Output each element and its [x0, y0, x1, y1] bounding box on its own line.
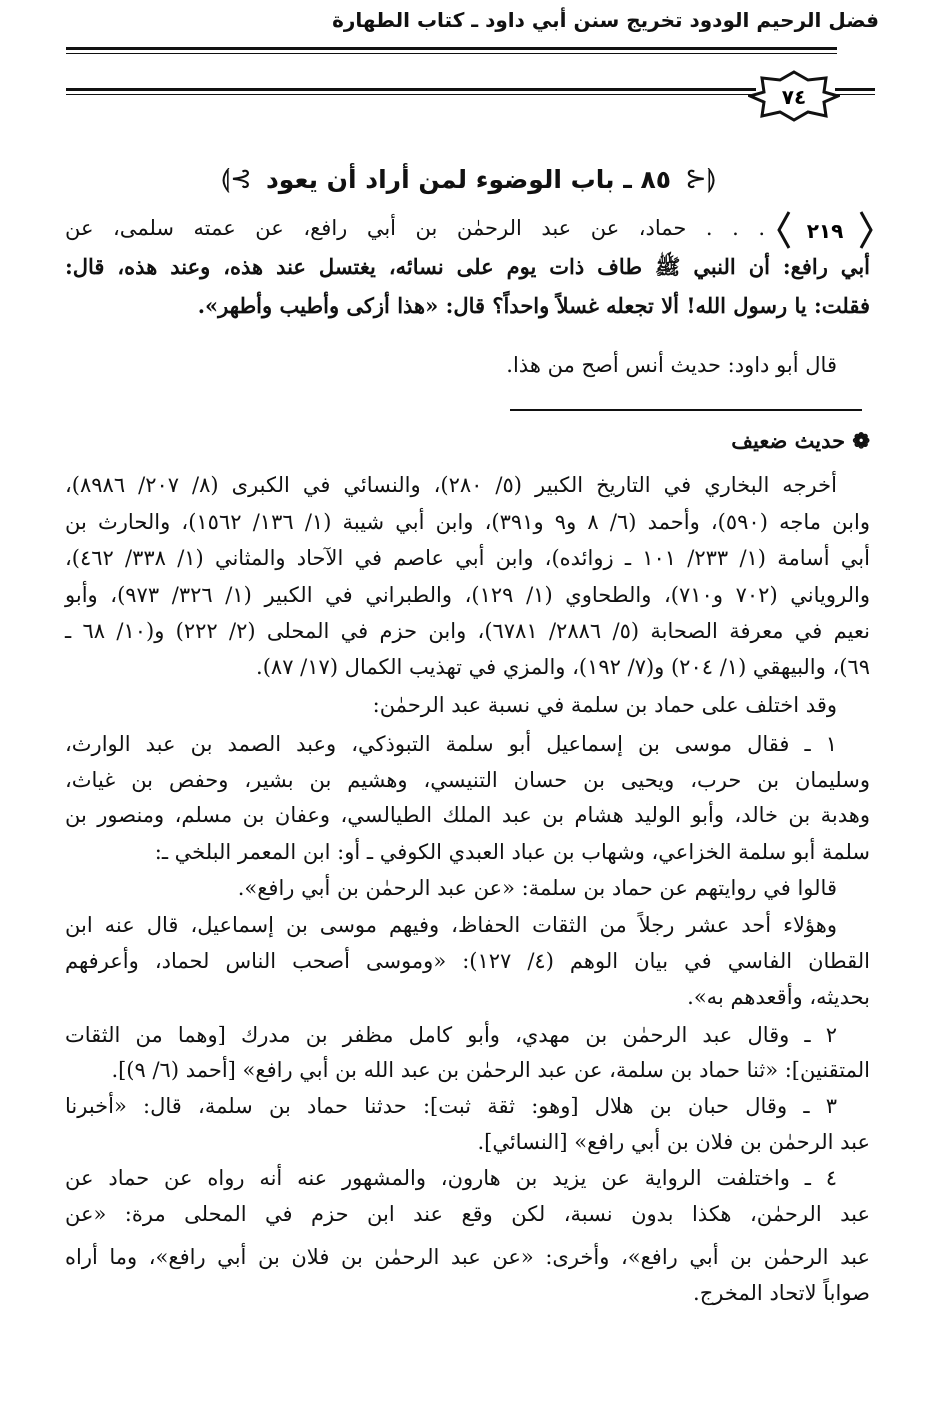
- page-number-star: [748, 70, 840, 122]
- header-rule-right: [66, 47, 837, 50]
- commentary-line: ٣ ـ وقال حبان بن هلال [وهو: ثقة ثبت]: حدثنا حماد بن سلمة، قال: «أخبرنا: [65, 1094, 837, 1118]
- hadith-line: أبي رافع: أن النبي ﷺ طاف ذات يوم على نسائه، يغتسل عند هذه، وعند هذه، قال:: [65, 254, 870, 279]
- chapter-title-bar: [0, 164, 937, 195]
- commentary-line: وابن ماجه (٥٩٠)، وأحمد (٦/ ٨ و٩ و٣٩١)، وابن أبي شيبة (١/ ١٣٦/ ١٥٦٢)، والحارث بن: [65, 510, 870, 534]
- commentary-line: قالوا في روايتهم عن حماد بن سلمة: «عن عبد الرحمٰن بن أبي رافع».: [237, 876, 837, 900]
- header-rule-main-thin: [66, 94, 756, 95]
- commentary-line: أبي أسامة (١/ ٢٣٣/ ١٠١ ـ زوائده)، وابن أبي عاصم في الآحاد والمثاني (١/ ٣٣٨/ ٤٦٢)،: [65, 546, 870, 570]
- chapter-title: ٨٥ ـ باب الوضوء لمن أراد أن يعود: [265, 165, 672, 194]
- title-ornament-right: ⟬⊰: [685, 164, 717, 194]
- footnote-separator: [510, 409, 862, 411]
- commentary-line: وقد اختلف على حماد بن سلمة في نسبة عبد الرحمٰن:: [372, 693, 837, 717]
- hadith-line: فقلت: يا رسول الله! ألا تجعله غسلاً واحداً؟ قال: «هذا أزكى وأطيب وأطهر».: [197, 293, 870, 318]
- commentary-line: ٦٩)، والبيهقي (١/ ٢٠٤) و(٧/ ١٩٢)، والمزي في تهذيب الكمال (١٧/ ٨٧).: [256, 655, 870, 679]
- commentary-line: نعيم في معرفة الصحابة (٥/ ٢٨٨٦/ ٦٧٨١)، وابن حزم في المحلى (٢/ ٢٢٢) و(١٠/ ٦٨ ـ: [65, 619, 870, 643]
- commentary-line: وهؤلاء أحد عشر رجلاً من الثقات الحفاظ، وفيهم موسى بن إسماعيل، قال عنه ابن: [65, 913, 837, 937]
- hadith-grade: [65, 426, 870, 456]
- commentary-line: المتقنين]: «ثنا حماد بن سلمة، عن عبد الرحمٰن بن عبد الله بن أبي رافع» [أحمد (٦/ ٩)].: [111, 1058, 870, 1082]
- abu-dawud-remark: قال أبو داود: حديث أنس أصح من هذا.: [506, 353, 837, 377]
- grade-label: حديث ضعيف: [731, 428, 846, 453]
- commentary-line: القطان الفاسي في بيان الوهم (٤/ ١٢٧): «وموسى أصحب الناس لحماد، وأعرفهم: [65, 949, 870, 973]
- running-header: فضل الرحيم الودود تخريج سنن أبي داود ـ كتاب الطهارة: [332, 8, 879, 32]
- commentary-line: عبد الرحمٰن، هكذا بدون نسبة، لكن وقع عند ابن حزم في المحلى مرة: «عن: [65, 1202, 870, 1226]
- commentary-line: عبد الرحمٰن بن أبي رافع»، وأخرى: «عن عبد الرحمٰن بن فلان بن أبي رافع»، وما أراه: [65, 1245, 870, 1269]
- title-ornament-left: ⊱⟭: [220, 164, 252, 194]
- page-number: ٧٤: [781, 85, 807, 109]
- commentary-line: ٤ ـ واختلفت الرواية عن يزيد بن هارون، والمشهور عنه أنه رواه عن حماد عن: [65, 1166, 837, 1190]
- commentary-line: بحديثه، وأقعدهم به».: [687, 985, 870, 1009]
- commentary-line: عبد الرحمٰن بن فلان بن أبي رافع» [النسائي].: [477, 1130, 870, 1154]
- header-rule-left-thin: [835, 94, 875, 95]
- header-rule-right-thin: [66, 53, 837, 54]
- grade-icon: ❁: [845, 428, 870, 453]
- commentary-line: ٢ ـ وقال عبد الرحمٰن بن مهدي، وأبو كامل مظفر بن مدرك [وهما من الثقات: [65, 1023, 837, 1047]
- hadith-line: . . . حماد، عن عبد الرحمٰن بن أبي رافع، عن عمته سلمى، عن: [65, 216, 765, 240]
- commentary-line: وهدبة بن خالد، وأبو الوليد هشام بن عبد الملك الطيالسي، وعفان بن مسلم، ومنصور بن: [65, 803, 870, 827]
- header-rule-main: [66, 88, 756, 91]
- commentary-line: سلمة أبو سلمة الخزاعي، وشهاب بن عباد العبدي الكوفي ـ أو: ابن المعمر البلخي ـ:: [154, 840, 870, 864]
- header-rule-left: [835, 88, 875, 91]
- commentary-line: والروياني (٧٠٢ و٧١٠)، والطحاوي (١/ ١٢٩)، والطبراني في الكبير (١/ ٣٢٦/ ٩٧٣)، وأبو: [65, 583, 870, 607]
- commentary-line: أخرجه البخاري في التاريخ الكبير (٥/ ٢٨٠)، والنسائي في الكبرى (٨/ ٢٠٧/ ٨٩٨٦)،: [65, 473, 837, 497]
- commentary-line: ١ ـ فقال موسى بن إسماعيل أبو سلمة التبوذكي، وعبد الصمد بن عبد الوارث،: [65, 732, 837, 756]
- commentary-line: صواباً لاتحاد المخرج.: [693, 1281, 870, 1305]
- commentary-line: وسليمان بن حرب، ويحيى بن حسان التنيسي، وهشيم بن بشير، وحفص بن غياث،: [65, 768, 870, 792]
- hadith-number: ٢١٩: [806, 219, 844, 243]
- hadith-number-badge: [775, 210, 875, 250]
